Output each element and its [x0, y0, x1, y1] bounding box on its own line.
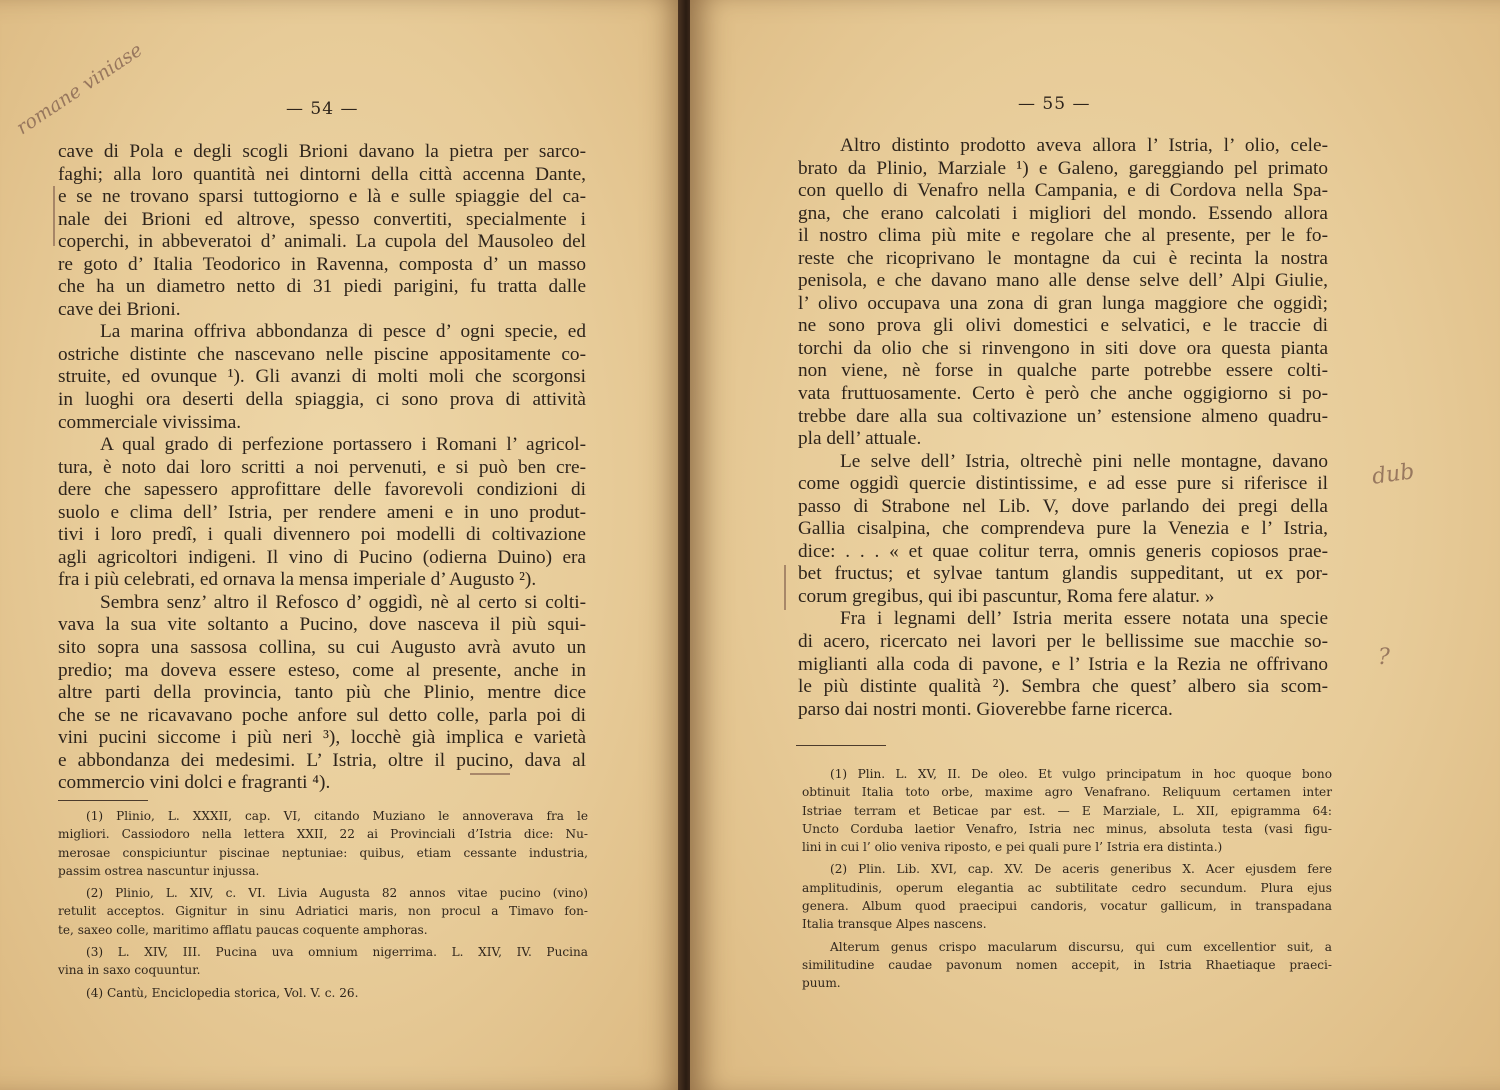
text-line: parso dai nostri monti. Gioverebbe farne ricerca.	[798, 698, 1173, 720]
handwritten-margin-note: romane viniase	[12, 38, 147, 140]
text-line: similitudine caudae pavonum nomen accepit, in Istria Rhaetiaque praeci-	[802, 957, 1332, 972]
text-line: (2) Plinio, L. XIV, c. VI. Livia Augusta 82 annos vitae pucino (vino)	[86, 886, 588, 901]
text-line: (2) Plin. Lib. XVI, cap. XV. De aceris generibus X. Acer ejusdem fere	[830, 862, 1332, 877]
text-line: puum.	[802, 976, 841, 991]
text-line: Istriae terram et Beticae par est. — E Marziale, L. XII, epigramma 64:	[802, 803, 1332, 818]
footnotes	[58, 807, 588, 1002]
text-line: Alterum genus crispo macularum discursu, qui cum excellentior suit, a	[830, 939, 1332, 954]
text-line: Gallia cisalpina, che comprendeva pure la Venezia e l’ Istria,	[798, 518, 1328, 540]
text-line: coperchi, in abbeveratoi d’ animali. La cupola del Mausoleo del	[58, 231, 586, 253]
body-text	[58, 141, 586, 795]
text-line: retulit acceptos. Gignitur in sinu Adriatici maris, non procul a Timavo fon-	[58, 904, 588, 919]
text-line: bet fructus; et sylvae tantum glandis suppeditant, ut ex por-	[798, 563, 1328, 585]
text-line: (1) Plin. L. XV, II. De oleo. Et vulgo principatum in hoc quoque bono	[830, 767, 1332, 781]
text-line: come oggidì quercie distintissime, e ad esse pure si riferisce il	[798, 473, 1328, 495]
footnote	[802, 860, 1332, 933]
text-line: La marina offriva abbondanza di pesce d’ ogni specie, ed	[100, 321, 586, 343]
text-line: vava la sua vite soltanto a Pucino, dove nasceva il più squi-	[58, 614, 586, 636]
text-line: ostriche distinte che nascevano nelle piscine appositamente co-	[58, 343, 586, 365]
text-line: commercio vini dolci e fragranti ⁴).	[58, 772, 331, 794]
handwritten-margin-note: dub	[1370, 459, 1416, 490]
text-line: reste che ricoprivano le montagne da cui è recinta la nostra	[798, 247, 1328, 269]
text-line: A qual grado di perfezione portassero i Romani l’ agricol-	[100, 434, 586, 456]
text-line: corum gregibus, qui ibi pascuntur, Roma fere alatur. »	[798, 585, 1215, 607]
text-line: nale dei Brioni ed altrove, spesso convertiti, specialmente i	[58, 208, 586, 230]
text-line: Fra i legnami dell’ Istria merita essere notata una specie	[840, 608, 1328, 630]
text-line: penisola, e che davano mano alle dense selve dell’ Alpi Giulie,	[798, 270, 1328, 292]
text-line: predio; ma doveva essere esteso, come al presente, anche in	[58, 659, 586, 681]
text-line: re goto d’ Italia Teodorico in Ravenna, composta d’ un masso	[58, 253, 586, 275]
page-number: — 55 —	[1018, 94, 1091, 114]
text-line: migliori. Cassiodoro nella lettera XXII, 22 ai Provinciali d’Istria dice: Nu-	[58, 827, 588, 842]
footnote	[802, 938, 1332, 993]
text-line: passim ostrea nascuntur injussa.	[58, 863, 260, 878]
text-line: sito sopra una sassosa collina, su cui Augusto avrà avuto un	[58, 637, 586, 659]
text-line: (1) Plinio, L. XXXII, cap. VI, citando Muziano le annoverava fra le	[86, 809, 588, 823]
footnotes	[802, 765, 1332, 993]
text-line: Le selve dell’ Istria, oltrechè pini nelle montagne, davano	[840, 450, 1328, 472]
text-line: vata fruttuosamente. Certo è però che anche oggigiorno si po-	[798, 383, 1328, 405]
text-line: vini pucini siccome i più neri ³), locchè già implica e varietà	[58, 727, 586, 749]
text-line: dice: . . . « et quae colitur terra, omnis generis copiosos prae-	[798, 540, 1328, 562]
text-line: merosae conspiciuntur piscinae neptuniae: quibus, etiam cessante industria,	[58, 845, 588, 860]
footnote	[58, 884, 588, 939]
text-line: struite, ed ovunque ¹). Gli avanzi di molti moli che scorgonsi	[58, 366, 586, 388]
text-line: suolo e clima dell’ Istria, per rendere ameni e in uno produt-	[58, 501, 586, 523]
text-line: dere che sapessero approfittare delle favorevoli condizioni di	[58, 479, 586, 501]
text-line: che ha un diametro netto di 31 piedi parigini, fu tratta dalle	[58, 276, 586, 298]
text-line: commerciale vivissima.	[58, 411, 242, 433]
text-line: genera. Album quod praecipui candoris, vocatur gallicum, in transpadana	[802, 899, 1332, 914]
pencil-margin-line	[784, 565, 786, 610]
text-line: le più distinte qualità ²). Sembra che quest’ albero sia scom-	[798, 676, 1328, 698]
text-line: trebbe dare alla sua coltivazione un’ estensione almeno quadru-	[798, 405, 1328, 427]
text-line: passo di Strabone nel Lib. V, dove parlando dei pregi della	[798, 495, 1328, 517]
text-line: fra i più celebrati, ed ornava la mensa imperiale d’ Augusto ²).	[58, 569, 537, 591]
body-text	[798, 135, 1328, 721]
text-line: l’ olivo occupava una zona di gran lunga maggiore che oggidì;	[798, 292, 1328, 314]
pencil-margin-line	[53, 186, 55, 246]
text-line: tura, è noto dai loro scritti a noi pervenuti, e si può ben cre-	[58, 456, 586, 478]
text-line: lini in cui l’ olio veniva riposto, e pei quali pure l’ Istria era distinta.)	[802, 840, 1223, 855]
text-line: vina in saxo coquuntur.	[58, 963, 201, 978]
text-line: te, saxeo colle, maritimo afflatu paucas coquente amphoras.	[58, 922, 428, 937]
text-line: tivi i loro predî, i quali divennero poi modelli di coltivazione	[58, 524, 586, 546]
text-line: obtinuit Italia toto orbe, maxime agro Venafrano. Reliquum certamen inter	[802, 785, 1332, 800]
text-line: pla dell’ attuale.	[798, 428, 922, 450]
text-line: Sembra senz’ altro il Refosco d’ oggidì, nè al certo si colti-	[100, 591, 586, 613]
text-line: Italia transque Alpes nascens.	[802, 917, 987, 932]
text-line: brato da Plinio, Marziale ¹) e Galeno, gareggiando pel primato	[798, 157, 1328, 179]
text-line: che se ne ricavavano poche anfore sul detto colle, parla poi di	[58, 704, 586, 726]
footnote	[802, 765, 1332, 856]
text-line: (4) Cantù, Enciclopedia storica, Vol. V. c. 26.	[86, 985, 359, 1000]
text-line: con quello di Venafro nella Campania, e di Cordova nella Spa-	[798, 180, 1328, 202]
text-line: torchi da olio che si rinvengono in siti dove ora questa pianta	[798, 337, 1328, 359]
text-line: altre parti della provincia, tanto più che Plinio, mentre dice	[58, 682, 586, 704]
footnote-rule	[796, 745, 886, 746]
text-line: (3) L. XIV, III. Pucina uva omnium nigerrima. L. XIV, IV. Pucina	[86, 945, 588, 960]
footnote-rule	[58, 800, 148, 801]
text-line: faghi; alla loro quantità nei dintorni della città accenna Dante,	[58, 163, 586, 185]
text-line: Uncto Corduba laetior Venafro, Istria nec minus, absoluta testa (vasi figu-	[802, 821, 1332, 836]
text-line: agli agricoltori indigeni. Il vino di Pucino (odierna Duino) era	[58, 546, 586, 568]
text-line: in luoghi ora deserti della spiaggia, ci sono prova di attività	[58, 389, 586, 411]
text-line: e abbondanza dei medesimi. L’ Istria, oltre il pucino, dava al	[58, 749, 586, 771]
pencil-underline	[470, 773, 510, 775]
handwritten-question-mark: ?	[1378, 645, 1390, 670]
page-number: — 54 —	[286, 99, 359, 119]
footnote	[58, 984, 588, 1002]
text-line: miglianti alla coda di pavone, e l’ Istria e la Rezia ne offrivano	[798, 653, 1328, 675]
text-line: Altro distinto prodotto aveva allora l’ Istria, l’ olio, cele-	[840, 135, 1328, 156]
text-line: e se ne trovano sparsi tuttogiorno e là e sulle spiaggie del ca-	[58, 186, 586, 208]
footnote	[58, 807, 588, 880]
text-line: cave dei Brioni.	[58, 298, 181, 320]
text-line: ne sono prova gli olivi domestici e selvatici, e le traccie di	[798, 315, 1328, 337]
footnote	[58, 943, 588, 980]
text-line: cave di Pola e degli scogli Brioni davano la pietra per sarco-	[58, 141, 586, 162]
text-line: amplitudinis, operum elegantia ac subtilitate cedro secundum. Plura ejus	[802, 880, 1332, 895]
text-line: non viene, nè forse in qualche parte potrebbe essere colti-	[798, 360, 1328, 382]
text-line: gna, che erano calcolati i migliori del mondo. Essendo allora	[798, 202, 1328, 224]
text-line: di acero, ricercato nei lavori per le bellissime sue macchie so-	[798, 631, 1328, 653]
text-line: il nostro clima più mite e regolare che al presente, per le fo-	[798, 225, 1328, 247]
